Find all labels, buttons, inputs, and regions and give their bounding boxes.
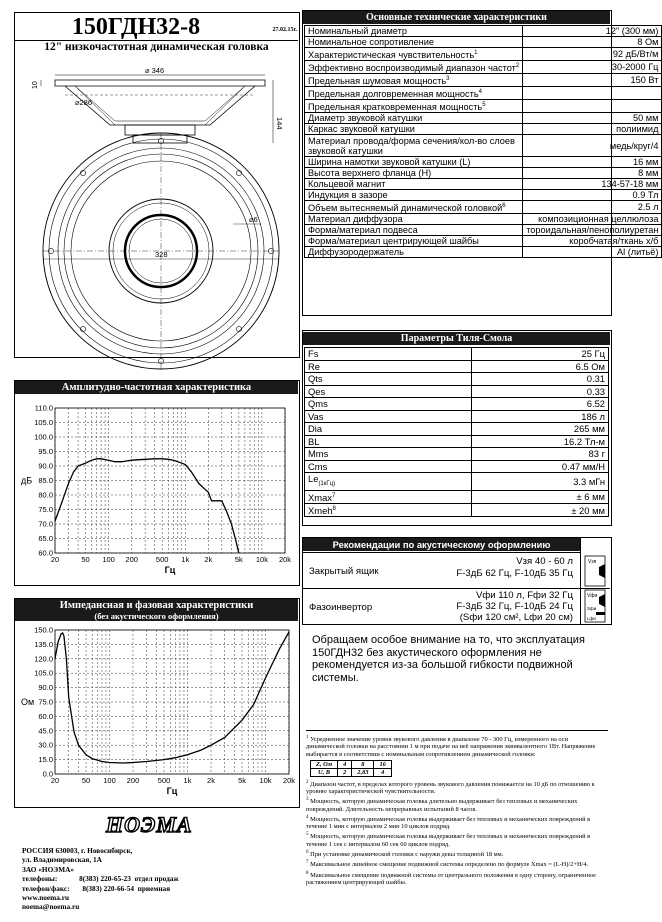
closed-box-tag: Vзя xyxy=(588,559,597,565)
spec-label: Каркас звуковой катушки xyxy=(305,124,523,135)
spec-label: Предельная кратковременная мощность$^5$ xyxy=(305,100,523,113)
spec-row xyxy=(305,135,662,157)
ts-row xyxy=(305,423,609,436)
dim-holes: ⌀6 xyxy=(249,215,258,224)
spec-value: коробчатая/ткань х/б xyxy=(523,236,662,247)
spec-row xyxy=(305,37,662,48)
spec-row xyxy=(305,201,662,214)
spec-value: 30-2000 Гц xyxy=(523,61,662,74)
footnote: $^1$ Усредненное значение уровня звукового давления в диапазоне 70 - 300 Гц, измеренного на оси динамической головки на расстоянии 1 м при подаче на неё напряжения эквивалентного 1Вт. Напряжение выбирается в соответствии с номинальным сопротивлением динамической головки: xyxy=(306,735,596,758)
spec-value: 92 дБ/Вт/м xyxy=(523,48,662,61)
spec-row xyxy=(305,124,662,135)
footnotes xyxy=(306,730,608,920)
x-tick-label: 20k xyxy=(278,555,292,564)
dim-inner: ⌀286 xyxy=(75,98,93,107)
drawing-panel xyxy=(14,12,300,358)
closed-box-line1: Vзя 40 - 60 л xyxy=(516,556,573,567)
y-tick-label: 100.0 xyxy=(34,432,53,442)
spec-value: тороидальная/пенополиуретан xyxy=(523,225,662,236)
ts-value: 16.2 Тл-м xyxy=(472,435,609,448)
spec-label: Характеристическая чувствительность$^1$ xyxy=(305,48,523,61)
ts-value: 265 мм xyxy=(472,423,609,436)
spec-value: полиимид xyxy=(523,124,662,135)
ts-value: 186 л xyxy=(472,410,609,423)
y-tick-label: 105.0 xyxy=(34,668,53,678)
model-title: 150ГДН32-8 xyxy=(71,14,201,40)
x-tick-label: 500 xyxy=(155,555,169,564)
y-tick-label: 90.0 xyxy=(38,683,53,693)
imp-chart-title: Импедансная и фазовая характеристики xyxy=(15,599,298,612)
imp-chart xyxy=(15,623,298,807)
spec-row xyxy=(305,247,662,258)
spec-label: Объем вытесняемый динамической головкой$^6$ xyxy=(305,201,523,214)
ts-value: 0.31 xyxy=(472,373,609,386)
imp-chart-panel xyxy=(14,598,300,808)
ts-value: 6.5 Ом xyxy=(472,360,609,373)
x-tick-label: 20k xyxy=(282,776,296,785)
ts-row xyxy=(305,373,609,386)
ts-value: ± 6 мм xyxy=(472,490,609,503)
spec-value: 50 мм xyxy=(523,113,662,124)
y-tick-label: 60.0 xyxy=(38,711,53,721)
y-tick-label: 120.0 xyxy=(34,654,53,664)
spec-row xyxy=(305,100,662,113)
voltage-cell: 16 xyxy=(374,760,391,768)
x-tick-label: 50 xyxy=(81,555,90,564)
x-tick-label: 100 xyxy=(102,555,115,564)
ts-row xyxy=(305,398,609,411)
spec-label: Высота верхнего фланца (H) xyxy=(305,168,523,179)
spec-label: Номинальное сопротивление xyxy=(305,37,523,48)
y-axis-label: Ом xyxy=(21,697,35,707)
spec-label: Диффузородержатель xyxy=(305,247,523,258)
ts-label: $Le_{(1кГц)}$ xyxy=(305,473,472,491)
ts-label: Qes xyxy=(305,385,472,398)
y-tick-label: 95.0 xyxy=(38,447,53,456)
ts-value: 25 Гц xyxy=(472,348,609,361)
ts-label: Vas xyxy=(305,410,472,423)
y-tick-label: 75.0 xyxy=(38,697,53,707)
freq-chart xyxy=(15,395,298,585)
y-tick-label: 70.0 xyxy=(38,519,53,529)
ts-label: Qms xyxy=(305,398,472,411)
spec-label: Материал диффузора xyxy=(305,214,523,225)
company-logo: НОЭМА xyxy=(106,812,193,837)
x-tick-label: 5k xyxy=(238,776,247,785)
spec-label: Форма/материал центрирующей шайбы xyxy=(305,236,523,247)
spec-label: Предельная долговременная мощность$^4$ xyxy=(305,87,523,100)
spec-row xyxy=(305,113,662,124)
y-tick-label: 45.0 xyxy=(38,726,53,736)
company-line: ул. Владимировская, 1А xyxy=(22,855,102,865)
spec-row xyxy=(305,26,662,37)
vented-line1: Vфи 110 л, Fфи 32 Гц xyxy=(475,590,573,601)
port-icon xyxy=(596,612,605,615)
spec-label: Предельная шумовая мощность$^3$ xyxy=(305,74,523,87)
y-tick-label: 65.0 xyxy=(38,534,53,543)
voltage-table xyxy=(310,760,392,777)
x-tick-label: 200 xyxy=(126,776,140,785)
imp-chart-subtitle: (без акустического оформления) xyxy=(15,611,298,621)
spec-label: Форма/материал подвеса xyxy=(305,225,523,236)
specs-title: Основные технические характеристики xyxy=(303,11,610,24)
dim-diameter: ⌀ 346 xyxy=(145,66,165,75)
ts-title: Параметры Тиля-Смола xyxy=(303,332,610,345)
spec-row xyxy=(305,157,662,168)
footnote: $^3$ Мощность, которую динамическая головка длительно выдерживает без тепловых и механических повреждений. Длительность непрерывных испытаний 8 часов. xyxy=(306,797,578,813)
company-line: www.noema.ru xyxy=(22,893,70,903)
dim-flange: 10 xyxy=(32,81,39,89)
y-tick-label: 0.0 xyxy=(42,769,53,779)
ts-label: Re xyxy=(305,360,472,373)
recommend-panel xyxy=(302,537,612,625)
ts-row xyxy=(305,473,609,491)
closed-box-line2: F-3дБ 62 Гц, F-10дБ 35 Гц xyxy=(456,568,573,579)
x-tick-label: 2k xyxy=(207,776,215,785)
footnote: $^5$ Мощность, которую динамическая головка выдерживает без тепловых и механических повреждений в течение 1 сек с интервалом 60 сек 60 циклов подряд. xyxy=(306,832,591,848)
x-tick-label: 20 xyxy=(50,555,60,564)
vented-tag-s: Sфи xyxy=(587,606,597,611)
y-tick-label: 105.0 xyxy=(34,418,53,427)
ts-value: 6.52 xyxy=(472,398,609,411)
specs-panel xyxy=(302,10,659,316)
ts-row xyxy=(305,385,609,398)
spec-label: Диаметр звуковой катушки xyxy=(305,113,523,124)
y-tick-label: 30.0 xyxy=(38,740,53,750)
ts-row xyxy=(305,360,609,373)
spec-value xyxy=(523,100,662,113)
spec-label: Кольцевой магнит xyxy=(305,179,523,190)
box-diagrams xyxy=(582,552,610,624)
footnote: $^8$ Максимальное смещение подвижной системы от центрального положения в одну сторону, ограниченное растяжением центрирующей шайбы. xyxy=(306,870,597,886)
spec-label: Индукция в зазоре xyxy=(305,190,523,201)
spec-label: Материал провода/форма сечения/кол-во слоев звуковой катушки xyxy=(305,135,523,157)
footnote: $^2$ Диапазон частот, в пределах которого уровень звукового давления понижается на 10 дБ по отношению к уровню характеристической чувствительности. xyxy=(306,779,595,796)
x-tick-label: 2k xyxy=(204,555,213,564)
ts-label: Cms xyxy=(305,460,472,473)
y-axis-label: дБ xyxy=(21,475,33,486)
spec-value: Al (литьё) xyxy=(523,247,662,258)
vented-label: Фазоинвертор xyxy=(309,602,373,613)
y-tick-label: 75.0 xyxy=(38,505,53,514)
ts-row xyxy=(305,448,609,461)
y-tick-label: 110.0 xyxy=(34,403,53,413)
spec-value: 8 Ом xyxy=(523,37,662,48)
ts-table xyxy=(304,347,609,517)
company-line: ЗАО «НОЭМА» xyxy=(22,864,75,874)
spec-label: Номинальный диаметр xyxy=(305,26,523,37)
spec-row xyxy=(305,48,662,61)
spec-row xyxy=(305,190,662,201)
x-tick-label: 1k xyxy=(181,555,190,564)
footnote: $^6$ При установке динамической головки с наружи декы толщиной 18 мм. xyxy=(306,849,504,858)
plot-area xyxy=(55,408,285,553)
ts-label: BL xyxy=(305,435,472,448)
ts-value: 3.3 мГн xyxy=(472,473,609,491)
company-line: РОССИЯ 630003, г. Новосибирск, xyxy=(22,846,133,855)
vented-tag-v: Vфи xyxy=(587,593,598,599)
voltage-cell: 4 xyxy=(338,760,352,768)
voltage-cell: 2,83 xyxy=(352,768,374,776)
x-axis-label: Гц xyxy=(164,565,176,575)
x-tick-label: 1k xyxy=(183,776,192,785)
spec-row xyxy=(305,179,662,190)
voltage-cell: 4 xyxy=(374,768,391,776)
vented-line3: (Sфи 120 см², Lфи 20 см) xyxy=(459,612,573,623)
spec-value: 134-57-18 мм xyxy=(523,179,662,190)
ts-row xyxy=(305,460,609,473)
ts-row xyxy=(305,410,609,423)
spec-value: 0.9 Тл xyxy=(523,190,662,201)
spec-label: Эффективно воспроизводимый диапазон частот$^2$ xyxy=(305,61,523,74)
spec-row xyxy=(305,214,662,225)
x-tick-label: 10k xyxy=(259,776,272,785)
closed-box-speaker-icon xyxy=(599,564,605,578)
y-tick-label: 80.0 xyxy=(38,490,53,500)
spec-row xyxy=(305,236,662,247)
ts-label: Mms xyxy=(305,448,472,461)
spec-value: 8 мм xyxy=(523,168,662,179)
ts-label: Dia xyxy=(305,423,472,436)
ts-row xyxy=(305,490,609,503)
y-tick-label: 15.0 xyxy=(38,755,53,765)
spec-value: композиционная целлюлоза xyxy=(523,214,662,225)
x-axis-label: Гц xyxy=(166,786,178,796)
dim-height: 144 xyxy=(275,117,284,130)
ts-label: Xmax$^7$ xyxy=(305,490,472,503)
speaker-drawing xyxy=(15,55,299,355)
ts-panel xyxy=(302,330,612,526)
freq-chart-panel xyxy=(14,380,300,586)
spec-value: 16 мм xyxy=(523,157,662,168)
x-tick-label: 500 xyxy=(157,776,171,785)
notice-text: Обращаем особое внимание на то, что эксплуатация 150ГДН32 без акустического оформления не рекомендуется из-за большой гибкости подвижной системы. xyxy=(312,634,585,684)
y-tick-label: 90.0 xyxy=(38,461,53,471)
y-tick-label: 150.0 xyxy=(34,625,53,635)
footnote: $^7$ Максимальное линейное смещение подвижной системы определено по формуле Xmax = (L-H)/2+H/4. xyxy=(306,860,589,869)
company-line: телефон/факс: 8(383) 220-66-54 приемная xyxy=(22,883,171,893)
ts-row xyxy=(305,348,609,361)
spec-row xyxy=(305,87,662,100)
ts-label: Fs xyxy=(305,348,472,361)
ts-value: ± 20 мм xyxy=(472,504,609,517)
company-info xyxy=(22,846,302,912)
spec-value: 12" (300 мм) xyxy=(523,26,662,37)
y-tick-label: 135.0 xyxy=(34,639,53,649)
spec-row xyxy=(305,225,662,236)
spec-label: Ширина намотки звуковой катушки (L) xyxy=(305,157,523,168)
spec-row xyxy=(305,168,662,179)
company-line: noema@noema.ru xyxy=(22,902,80,912)
x-tick-label: 10k xyxy=(255,555,268,564)
subtitle: 12" низкочастотная динамическая головка xyxy=(44,41,269,53)
ts-row xyxy=(305,435,609,448)
ts-value: 0.33 xyxy=(472,385,609,398)
y-tick-label: 60.0 xyxy=(38,548,53,558)
recommend-title: Рекомендации по акустическому оформлению xyxy=(303,538,580,551)
ts-label: Qts xyxy=(305,373,472,386)
freq-chart-title: Амплитудно-частотная характеристика xyxy=(15,381,298,394)
footnote: $^4$ Мощность, которую динамическая головка выдерживает без тепловых и механических повреждений в течение 1 мин с интервалом 2 мин 10 циклов подряд. xyxy=(306,814,591,831)
ts-value: 83 г xyxy=(472,448,609,461)
spec-row xyxy=(305,74,662,87)
spec-value: медь/круг/4 xyxy=(523,135,662,157)
x-tick-label: 100 xyxy=(103,776,116,785)
vented-tag-l: Lфи xyxy=(587,616,596,621)
spec-row xyxy=(305,61,662,74)
spec-value: 2.5 л xyxy=(523,201,662,214)
vented-line2: F-3дБ 32 Гц, F-10дБ 24 Гц xyxy=(456,601,573,612)
spec-value: 150 Вт xyxy=(523,74,662,87)
dim-bolt: 328 xyxy=(155,250,168,259)
x-tick-label: 200 xyxy=(125,555,138,564)
doc-date: 27.02.15г. xyxy=(272,27,297,33)
x-tick-label: 50 xyxy=(81,776,91,785)
company-line: телефоны: 8(383) 220-65-23 отдел продаж xyxy=(22,874,179,884)
x-tick-label: 20 xyxy=(50,776,60,785)
x-tick-label: 5k xyxy=(234,555,243,564)
specs-table xyxy=(304,25,662,258)
voltage-cell: 2 xyxy=(338,768,352,776)
vented-speaker-icon xyxy=(599,594,605,607)
y-tick-label: 85.0 xyxy=(38,476,53,485)
voltage-cell: 8 xyxy=(352,760,374,768)
voltage-cell: U, В xyxy=(311,768,338,776)
ts-value: 0.47 мм/Н xyxy=(472,460,609,473)
closed-box-label: Закрытый ящик xyxy=(309,566,379,577)
ts-label: Xmeh$^8$ xyxy=(305,504,472,517)
voltage-cell: Z, Ом xyxy=(311,760,338,768)
spec-value xyxy=(523,87,662,100)
ts-row xyxy=(305,504,609,517)
